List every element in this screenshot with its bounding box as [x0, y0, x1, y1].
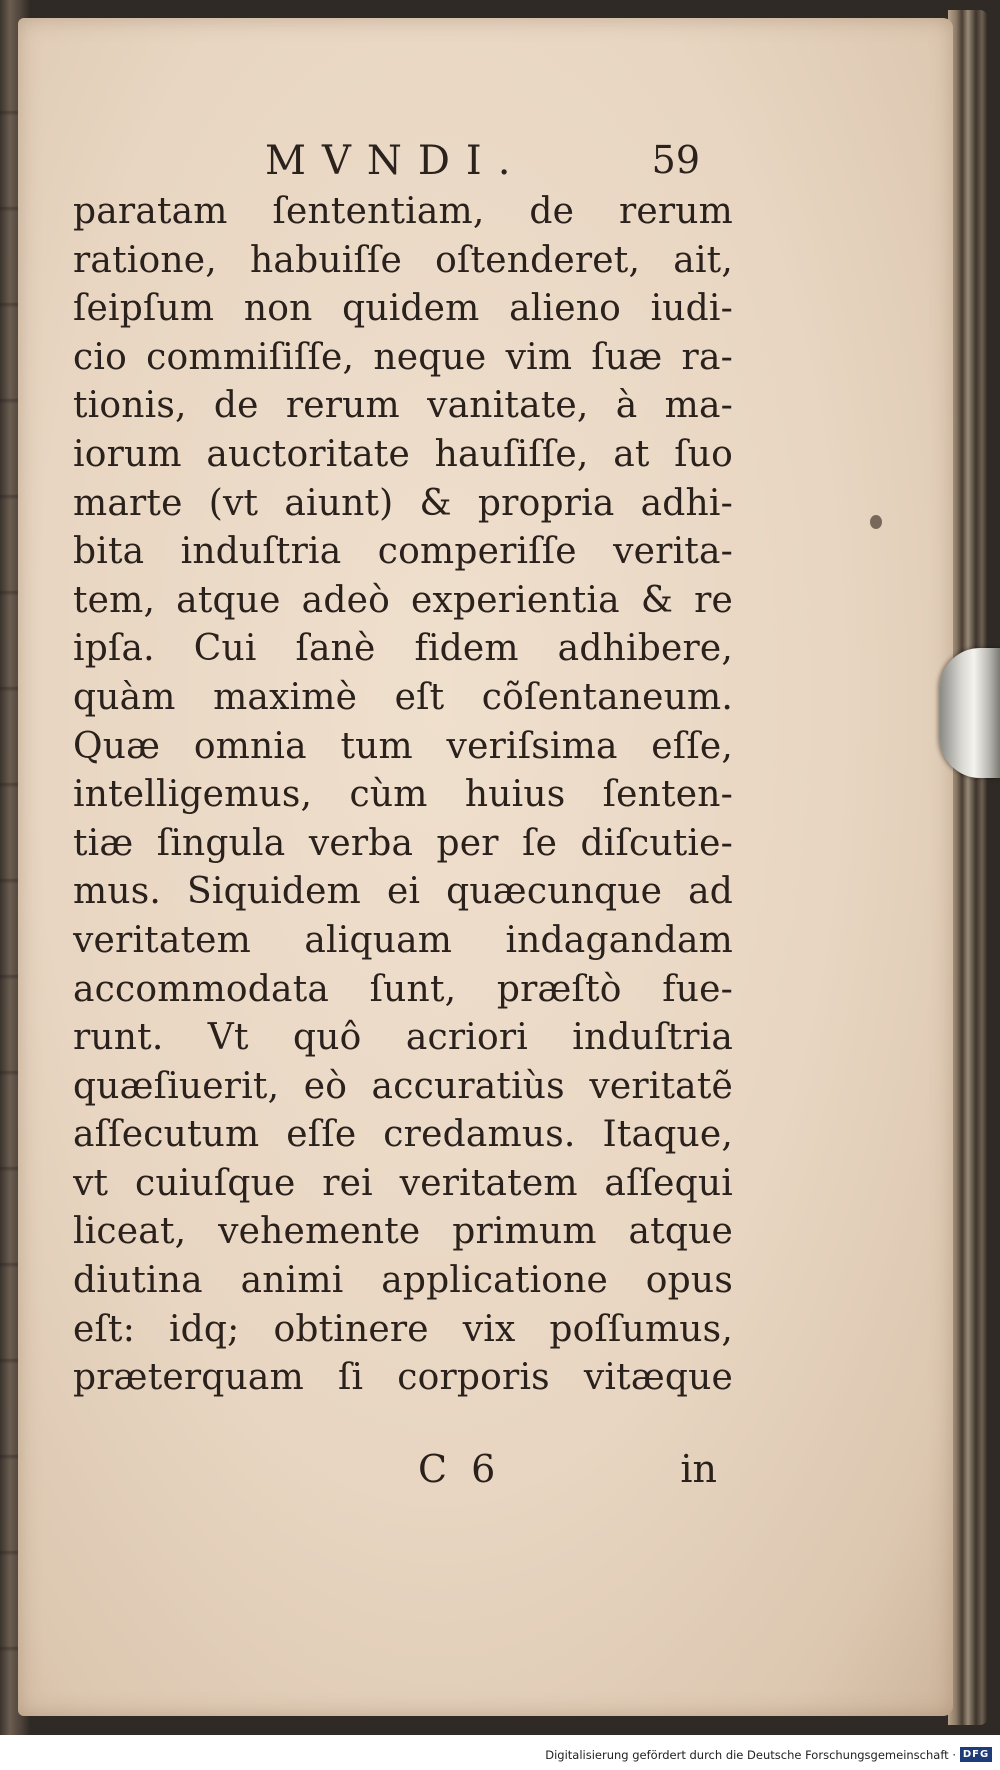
metal-clasp	[940, 648, 1000, 778]
text-line: ipſa. Cui ſanè fidem adhibere,	[73, 628, 733, 670]
text-line: liceat, vehemente primum atque	[73, 1211, 733, 1253]
text-line: quàm maximè eſt cõſentaneum.	[73, 676, 733, 718]
signature-mark: C 6	[418, 1447, 502, 1491]
page-number: 59	[651, 138, 700, 182]
text-line: vt cuiuſque rei veritatem aſſequi	[73, 1162, 733, 1204]
digitization-credit: Digitalisierung gefördert durch die Deutsche Forschungsgemeinschaft ·	[545, 1748, 956, 1762]
text-line: Quæ omnia tum veriſsima eſſe,	[73, 725, 733, 767]
binding-edge	[0, 20, 20, 1720]
page-footer	[73, 1447, 717, 1497]
text-line: cio commiſiſſe, neque vim ſuæ ra-	[73, 336, 733, 378]
text-line: ſeipſum non quidem alieno iudi-	[73, 288, 733, 330]
text-line: bita induſtria comperiſſe verita-	[73, 531, 733, 573]
text-line: præterquam ſi corporis vitæque	[73, 1357, 733, 1399]
dfg-logo: DFG	[960, 1747, 992, 1762]
text-line: quæſiuerit, eò accuratiùs veritatẽ	[73, 1065, 733, 1107]
text-line: iorum auctoritate hauſiſſe, at ſuo	[73, 433, 733, 475]
text-line: veritatem aliquam indagandam	[73, 919, 733, 961]
text-line: accommodata ſunt, præſtò fue-	[73, 968, 733, 1010]
ink-mark	[870, 515, 882, 529]
text-line: mus. Siquidem ei quæcunque ad	[73, 871, 733, 913]
text-line: paratam ſententiam, de rerum	[73, 191, 733, 232]
text-line: ratione, habuiſſe oſtenderet, ait,	[73, 239, 733, 281]
text-line: tionis, de rerum vanitate, à ma-	[73, 385, 733, 427]
body-text	[73, 188, 733, 1403]
text-line: tiæ ſingula verba per ſe diſcutie-	[73, 822, 733, 864]
text-line: eſt: idq; obtinere vix poſſumus,	[73, 1308, 733, 1350]
catchword: in	[680, 1447, 717, 1491]
text-line: tem, atque adeò experientia & re	[73, 579, 733, 621]
text-line: aſſecutum eſſe credamus. Itaque,	[73, 1114, 733, 1156]
text-line: marte (vt aiunt) & propria adhi-	[73, 482, 733, 524]
text-line: runt. Vt quô acriori induſtria	[73, 1017, 733, 1059]
book-fore-edge	[948, 10, 988, 1725]
running-title: MVNDI.	[265, 138, 527, 184]
text-line: intelligemus, cùm huius ſenten-	[73, 774, 733, 816]
text-line: diutina animi applicatione opus	[73, 1260, 733, 1302]
